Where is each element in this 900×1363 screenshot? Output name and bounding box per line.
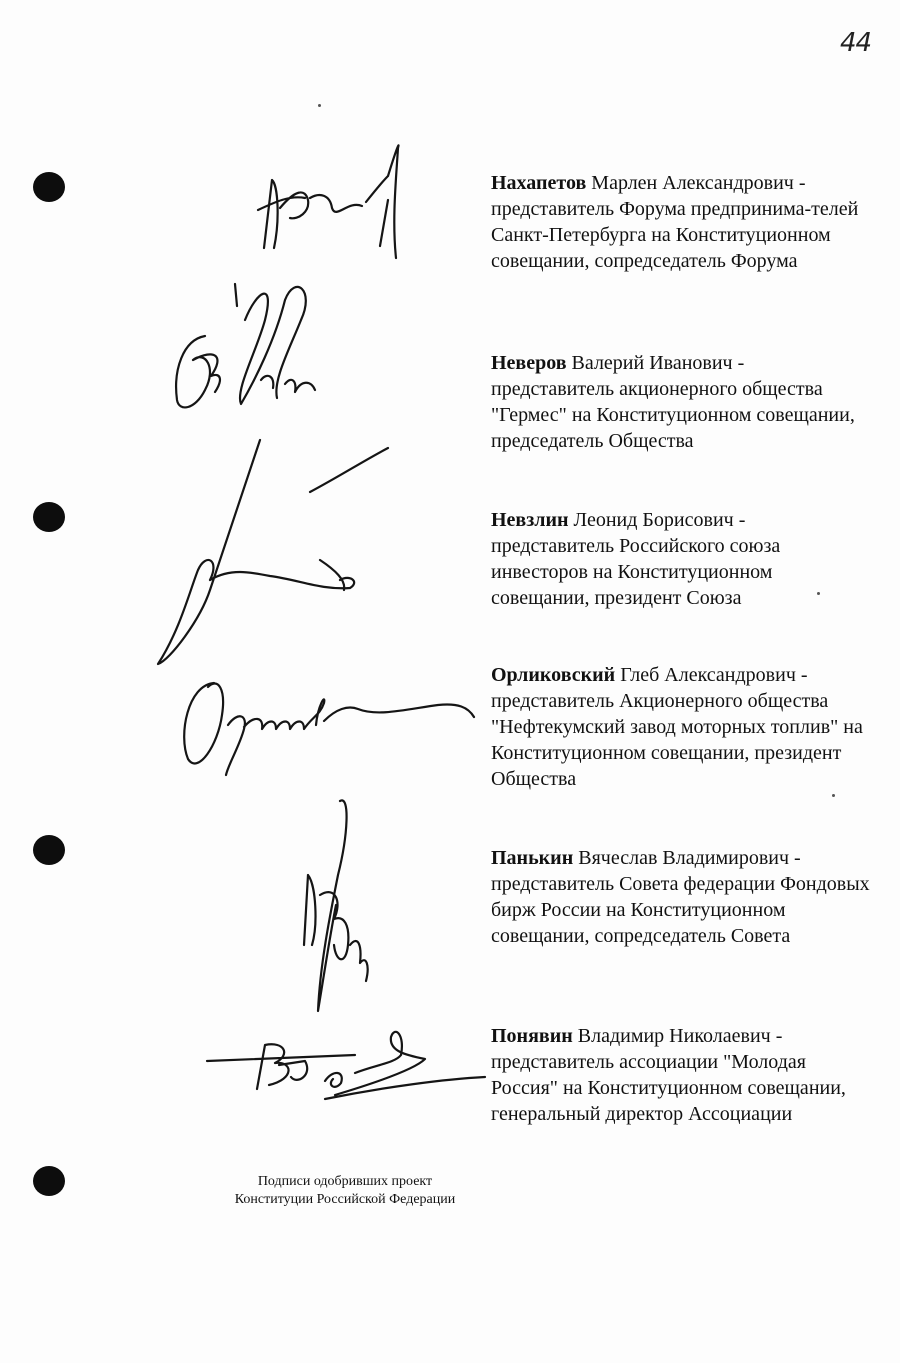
- scan-speck: [318, 104, 321, 107]
- caption-line: Подписи одобривших проект: [257, 1174, 433, 1189]
- signatures-caption: [200, 1173, 490, 1209]
- signatory-entry: [491, 170, 871, 274]
- signature-ponyavin: [205, 1025, 490, 1105]
- page-number: 44: [840, 28, 872, 58]
- signatory-details: Вячеслав Владимирович - представитель Совета федерации Фондовых бирж России на Конституционном совещании, сопредседатель Совета: [491, 847, 870, 947]
- signatory-details: Валерий Иванович - представитель акционерного общества "Гермес" на Конституционном совещании, председатель Общества: [491, 352, 855, 452]
- signatory-surname: Невзлин: [491, 509, 569, 531]
- signatory-entry: [491, 1023, 871, 1127]
- caption-line: Конституции Российской Федерации: [234, 1192, 456, 1207]
- signatory-entry: [491, 845, 871, 949]
- binder-hole: [33, 1166, 65, 1196]
- signatory-entry: [491, 507, 871, 611]
- signature-orlikovsky: [178, 665, 478, 780]
- binder-hole: [33, 835, 65, 865]
- signature-nevzlin: [150, 440, 400, 670]
- signatory-surname: Орликовский: [491, 664, 616, 686]
- binder-hole: [33, 502, 65, 532]
- signatory-surname: Панькин: [491, 847, 574, 869]
- signature-pankin: [290, 795, 380, 1025]
- signatory-entry: [491, 662, 871, 792]
- signatory-surname: Нахапетов: [491, 172, 587, 194]
- signatory-details: Владимир Николаевич - представитель ассоциации "Молодая Россия" на Конституционном совещании, генеральный директор Ассоциации: [491, 1025, 846, 1125]
- signatory-entry: [491, 350, 871, 454]
- scan-speck: [832, 794, 835, 797]
- signatory-surname: Неверов: [491, 352, 567, 374]
- signature-neverov: [165, 280, 325, 420]
- signatory-details: Глеб Александрович - представитель Акционерного общества "Нефтекумский завод моторных топлив" на Конституционном совещании, президент Общества: [491, 664, 863, 790]
- signatory-details: Леонид Борисович - представитель Российского союза инвесторов на Конституционном совещании, президент Союза: [491, 509, 781, 609]
- signature-nakhapetov: [250, 140, 410, 270]
- signatory-details: Марлен Александрович - представитель Форума предпринима-телей Санкт-Петербурга на Конституционном совещании, сопредседатель Форума: [491, 172, 859, 272]
- signatory-surname: Понявин: [491, 1025, 573, 1047]
- binder-hole: [33, 172, 65, 202]
